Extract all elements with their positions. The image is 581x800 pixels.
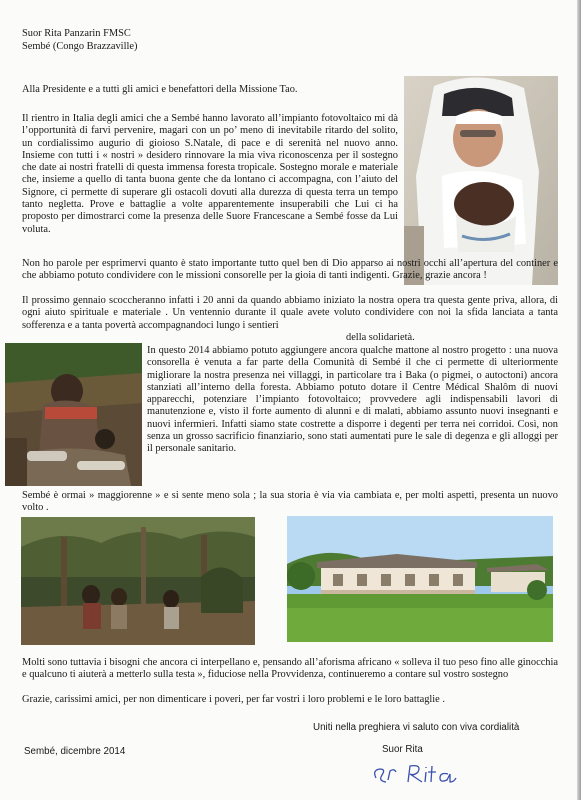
paragraph-4: In questo 2014 abbiamo potuto aggiungere ancora qualche mattone al nostro progetto : una nuova consorella è venuta a far parte della Comunità di Sembé il che ci permette di ulteriormente migliorare la nostra presenza nei villaggi, in particolare tra i Baka (o pigmei, o autoctoni) ancora stanziati all’interno della foresta. Abbiamo potuto dotare il Centre Médical Shalôm di nuovi apparecchi, potenziare l’impianto fotovoltaico; provvedere agli indispensabili lavori di manutenzione e, visto il forte aumento di alunni e di malati, abbiamo assunto nuovi insegnanti e nuovi infermieri. Infatti siamo state costrette a disporre i degenti per terra nei corridoi. Così, non senza un grosso sacrificio finanziario, sono stati aumentati pure le sale di degenza e gli alloggi per il personale sanitario. bbox=[147, 345, 558, 455]
greeting-line: Alla Presidente e a tutti gli amici e benefattori della Missione Tao. bbox=[22, 84, 298, 95]
sender-place: Sembé (Congo Brazzaville) bbox=[22, 41, 138, 52]
nun-with-baby-photo bbox=[404, 76, 558, 285]
closing-line: Uniti nella preghiera vi saluto con viva cordialità bbox=[313, 722, 520, 733]
paragraph-3-end: della solidarietà. bbox=[346, 332, 415, 343]
paragraph-7: Grazie, carissimi amici, per non dimenticare i poveri, per far vostri i loro problemi e le loro battaglie . bbox=[22, 694, 445, 705]
handwritten-signature bbox=[370, 760, 460, 788]
sender-name: Suor Rita Panzarin FMSC bbox=[22, 28, 131, 39]
paragraph-1: Il rientro in Italia degli amici che a Sembé hanno lavorato all’impianto fotovoltaico mi dà l’opportunità di farvi pervenire, magari con un po’ meno di inevitabile ritardo del solito, un cordialissimo augurio di gioioso S.Natale, di pace e di serenità nel nuovo anno. Insieme con tutti i « nostri » desidero rinnovare la mia viva riconoscenza per il sostegno che date ai nostri fratelli di questa immensa foresta tropicale. Sostegno morale e materiale che, insieme a quello di tanta buona gente che da lontano ci accompagna, con l’aiuto del Signore, ci permette di superare gli ostacoli dovuti alla durezza di questa terra un tempo tanto negletta. Prove e battaglie a volte apparentemente insuperabili che Lui ci ha proposto per dimostrarci come la presenza delle Suore Francescane a Sembé fosse da Lui voluta. bbox=[22, 113, 398, 235]
paragraph-2: Non ho parole per esprimervi quanto è stato importante tutto quel ben di Dio apparso ai nostri occhi all’apertura del continer e che abbiamo potuto condividere con le missioni consorelle per la gioia di tanti indigenti. Grazie, grazie ancora ! bbox=[22, 258, 558, 282]
paragraph-5: Sembé è ormai » maggiorenne » e si sente meno sola ; la sua storia è via via cambiata e, per molti aspetti, presenta un nuovo volto . bbox=[22, 490, 558, 514]
signature-name: Suor Rita bbox=[382, 744, 423, 755]
scan-edge bbox=[577, 0, 581, 800]
paragraph-3: Il prossimo gennaio scoccheranno infatti i 20 anni da quando abbiamo iniziato la nostra opera tra questa gente priva, allora, di ogni aiuto spirituale e materiale . Un ventennio durante il quale avete voluto condividere con noi la sfida lanciata a tanta sofferenza e a tanta povertà accompagnandoci lungo i sentieri bbox=[22, 295, 558, 331]
place-date: Sembé, dicembre 2014 bbox=[24, 746, 126, 757]
mission-buildings-photo bbox=[287, 516, 553, 642]
paragraph-6: Molti sono tuttavia i bisogni che ancora ci interpellano e, pensando all’aforisma africano « solleva il tuo peso fino alle ginocchia e qualcuno ti aiuterà a metterlo sulla testa », fiduciose nella Provvidenza, continueremo a contare sul vostro sostegno bbox=[22, 657, 558, 681]
baka-woman-cooking-photo bbox=[5, 343, 142, 486]
forest-village-people-photo bbox=[21, 517, 255, 645]
